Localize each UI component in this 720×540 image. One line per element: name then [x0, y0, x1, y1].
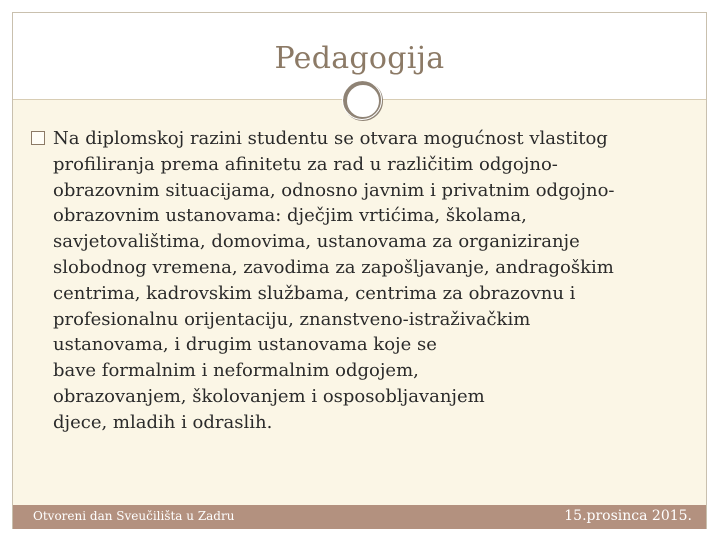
footer-organization: Otvoreni dan Sveučilišta u Zadru: [33, 509, 235, 523]
footer-bar: [13, 505, 706, 529]
footer-date: 15.prosinca 2015.: [564, 508, 692, 524]
slide-title: Pedagogija: [274, 41, 445, 76]
body-paragraph: Na diplomskoj razini studentu se otvara mogućnost vlastitog profiliranja prema afinitetu za rad u različitim odgojno- obrazovnim situacijama, odnosno javnim i privatnim odgojno- obrazovnim ustanovama: dječjim vrtićima, školama, savjetovalištima, domovima, ustanovama za organiziranje slobodnog vremena, zavodima za zapošljavanje, andragoškim centrima, kadrovskim službama, centrima za obrazovnu i profesionalnu orijentaciju, znanstveno-istraživačkim ustanovama, i drugim ustanovama koje se bave formalnim i neformalnim odgojem, obrazovanjem, školovanjem i osposobljavanjem djece, mladih i odraslih.: [53, 128, 615, 433]
ring-ornament-icon: [343, 81, 383, 121]
slide: [12, 12, 707, 529]
body-text-block: [31, 126, 671, 436]
square-bullet-icon: [31, 131, 45, 145]
